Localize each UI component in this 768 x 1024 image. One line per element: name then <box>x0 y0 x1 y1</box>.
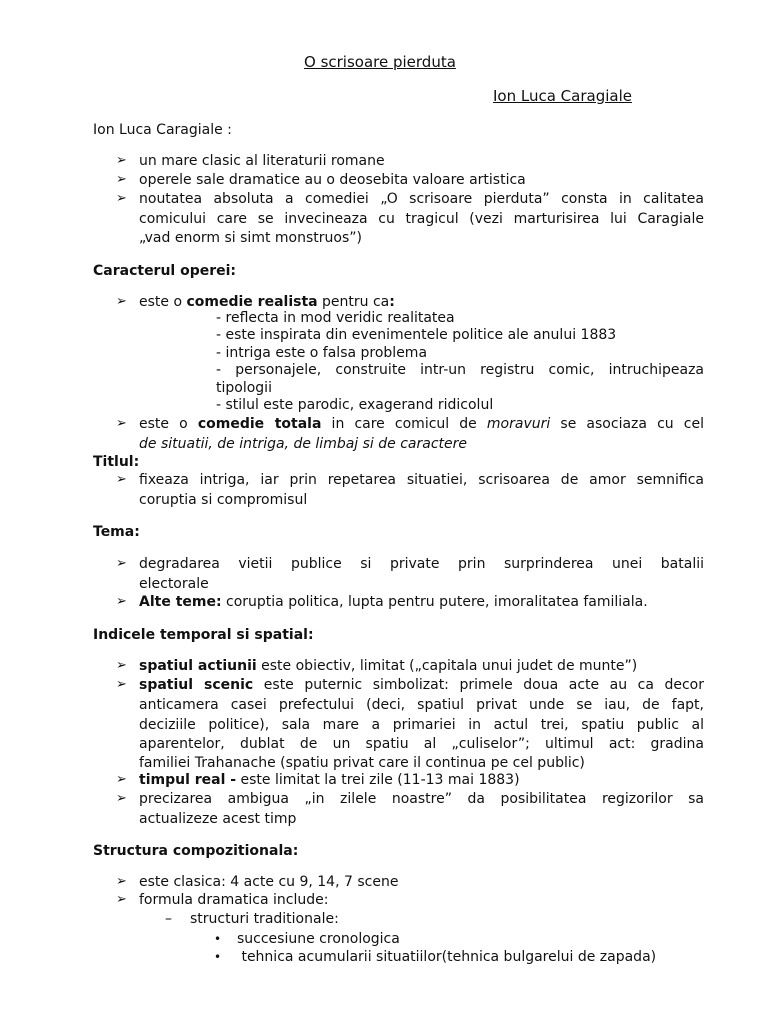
caracter-item-line: de situatii, de intriga, de limbaj si de caractere <box>139 436 467 452</box>
text: este limitat la trei zile (11-13 mai 1883) <box>236 772 520 788</box>
arrow-bullet-icon: ➢ <box>116 594 127 609</box>
tema-item <box>139 593 648 611</box>
indice-item <box>139 657 637 675</box>
intro-item: noutatea absoluta a comediei „O scrisoare pierduta” consta in calitatea <box>139 191 704 207</box>
dot-bullet-icon: • <box>214 950 222 964</box>
section-heading-structura: Structura compozitionala: <box>93 843 299 859</box>
text: este o <box>139 294 187 310</box>
intro-item-line: „vad enorm si simt monstruos”) <box>139 230 362 246</box>
document-title: O scrisoare pierduta <box>304 53 456 71</box>
text: este obiectiv, limitat („capitala unui judet de munte”) <box>256 658 638 674</box>
titlul-item: fixeaza intriga, iar prin repetarea situatiei, scrisoarea de amor semnifica <box>139 472 704 488</box>
arrow-bullet-icon: ➢ <box>116 874 127 889</box>
arrow-bullet-icon: ➢ <box>116 472 127 487</box>
arrow-bullet-icon: ➢ <box>116 892 127 907</box>
caracter-item <box>139 415 704 435</box>
bold-term: comedie realista <box>186 294 318 310</box>
structura-bullet: tehnica acumularii situatiilor(tehnica bulgarelui de zapada) <box>237 949 657 965</box>
tema-item: degradarea vietii publice si private prin surprinderea unei batalii <box>139 556 704 572</box>
caracter-subitem: - intriga este o falsa problema <box>216 345 428 361</box>
text: este o <box>139 416 198 432</box>
caracter-item <box>139 293 395 311</box>
bold-term: spatiul scenic <box>139 677 254 693</box>
bold-term: timpul real - <box>139 772 237 788</box>
indice-item-line: aparentelor, dublat de un spatiu al „culiselor”; ultimul act: gradina <box>139 736 704 752</box>
caracter-subitem: - stilul este parodic, exagerand ridicolul <box>216 397 494 413</box>
arrow-bullet-icon: ➢ <box>116 172 127 187</box>
structura-subitem: structuri traditionale: <box>190 911 339 927</box>
text: este puternic simbolizat: primele doua acte au ca decor <box>253 677 705 693</box>
section-heading-indice: Indicele temporal si spatial: <box>93 627 314 643</box>
arrow-bullet-icon: ➢ <box>116 772 127 787</box>
intro-item-line: comicului care se invecineaza cu tragicul (vezi marturisirea lui Caragiale <box>139 211 704 227</box>
intro-line: Ion Luca Caragiale : <box>93 122 232 138</box>
caracter-subitem: - personajele, construite intr-un registru comic, intruchipeaza <box>216 362 704 378</box>
italic-term: moravuri <box>486 416 551 432</box>
indice-item-line: actualizeze acest timp <box>139 811 297 827</box>
arrow-bullet-icon: ➢ <box>116 191 127 206</box>
titlul-item-line: coruptia si compromisul <box>139 492 308 508</box>
text: se asociaza cu cel <box>550 416 704 432</box>
text: coruptia politica, lupta pentru putere, imoralitatea familiala. <box>221 594 648 610</box>
text: in care comicul de <box>321 416 487 432</box>
intro-item: un mare clasic al literaturii romane <box>139 153 385 169</box>
arrow-bullet-icon: ➢ <box>116 658 127 673</box>
arrow-bullet-icon: ➢ <box>116 556 127 571</box>
indice-item <box>139 771 520 789</box>
structura-bullet: succesiune cronologica <box>237 931 400 947</box>
arrow-bullet-icon: ➢ <box>116 416 127 431</box>
section-heading-titlul: Titlul: <box>93 454 140 470</box>
indice-item-line: anticamera casei prefectului (deci, spatiul privat unde se iau, de fapt, <box>139 697 704 713</box>
text: pentru ca <box>317 294 390 310</box>
structura-item: este clasica: 4 acte cu 9, 14, 7 scene <box>139 874 399 890</box>
bold-term: Alte teme: <box>139 594 222 610</box>
indice-item-line: deciziile politice), sala mare a primariei in actul trei, spatiu public al <box>139 717 704 733</box>
structura-item: formula dramatica include: <box>139 892 329 908</box>
dash-bullet-icon: – <box>165 911 172 927</box>
arrow-bullet-icon: ➢ <box>116 677 127 692</box>
document-author: Ion Luca Caragiale <box>493 87 632 105</box>
caracter-subitem: - reflecta in mod veridic realitatea <box>216 310 455 326</box>
intro-item: operele sale dramatice au o deosebita valoare artistica <box>139 172 526 188</box>
tema-item-line: electorale <box>139 576 209 592</box>
section-heading-caracter: Caracterul operei: <box>93 263 237 279</box>
caracter-subitem: - este inspirata din evenimentele politice ale anului 1883 <box>216 327 617 343</box>
indice-item: precizarea ambigua „in zilele noastre” da posibilitatea regizorilor sa <box>139 791 704 807</box>
bold-colon: : <box>389 294 395 310</box>
dot-bullet-icon: • <box>214 932 222 946</box>
bold-term: comedie totala <box>197 416 322 432</box>
bold-term: spatiul actiunii <box>139 658 257 674</box>
arrow-bullet-icon: ➢ <box>116 153 127 168</box>
indice-item <box>139 676 704 696</box>
caracter-subitem-line: tipologii <box>216 380 272 396</box>
arrow-bullet-icon: ➢ <box>116 791 127 806</box>
indice-item-line: familiei Trahanache (spatiu privat care il continua pe cel public) <box>139 755 585 771</box>
section-heading-tema: Tema: <box>93 524 140 540</box>
arrow-bullet-icon: ➢ <box>116 294 127 309</box>
